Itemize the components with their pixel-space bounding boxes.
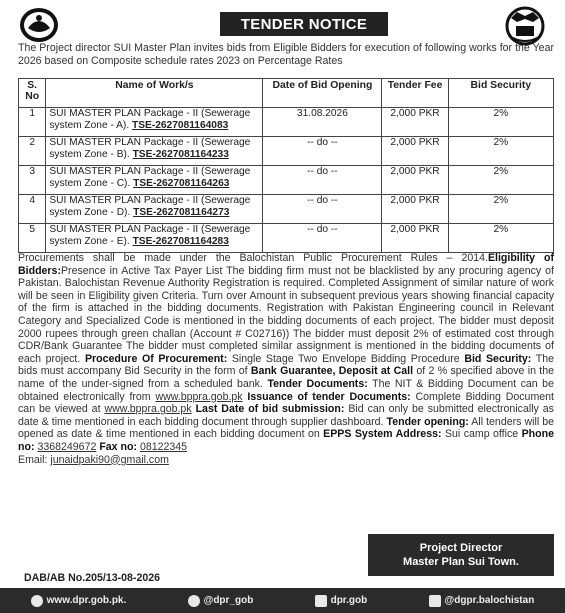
- bppra-link-2[interactable]: www.bppra.gob.pk: [104, 403, 192, 416]
- row-fee: 2,000 PKR: [382, 166, 448, 195]
- footer-facebook[interactable]: [315, 595, 368, 607]
- row-fee: 2,000 PKR: [382, 137, 448, 166]
- work-name-text: SUI MASTER PLAN Package - II (Sewerage system Zone - E).: [49, 224, 251, 247]
- row-date: -- do --: [263, 166, 382, 195]
- row-date: -- do --: [263, 195, 382, 224]
- row-sno: 1: [19, 108, 46, 137]
- table-header-row: [19, 79, 554, 108]
- row-sno: 4: [19, 195, 46, 224]
- tse-number: TSE-2627081164263: [133, 178, 230, 189]
- last-date-text: Bid can only be submitted electronically as date & time mentioned in each bidding document through supplier dashboard.: [18, 403, 554, 428]
- bid-security-text: The bids must accompany Bid Security in the form of: [18, 352, 555, 378]
- row-work-name: [46, 166, 263, 195]
- eligibility-text: Presence in Active Tax Payer List The bidding firm must not be blacklisted by any procuring agency of Pakistan. Balochistan Revenue Authority Registration is required. Completed Assignment of similar nature of work will be seen in Eligibility given Criteria. Turn over Amount in subsequent previous years showing financial capacity of the firm is attached in the bidding documents. Registration with Pakistan Engineering council in Relevant Category and Specialized Code is mentioned in the bidding documents of each project. The bidder must deposit 2000 rupees through green challan (Account # C02716)) The bidder must deposit 2% of estimated cost through CDR/Bank Guarantee The bidder must completed similar assignment is mentioned in the bidding documents of each project.: [18, 264, 554, 365]
- signatory-office: Master Plan Sui Town.: [403, 556, 519, 568]
- row-security: 2%: [448, 137, 553, 166]
- tender-documents-heading: Tender Documents:: [267, 377, 368, 390]
- address-text: Sui camp office: [444, 428, 519, 441]
- row-security: 2%: [448, 195, 553, 224]
- balochistan-seal-logo: [503, 6, 547, 46]
- email-label: Email:: [18, 453, 48, 466]
- tse-number: TSE-2627081164283: [132, 236, 229, 247]
- row-sno: 2: [19, 137, 46, 166]
- row-date: 31.08.2026: [263, 108, 382, 137]
- last-date-heading: Last Date of bid submission:: [195, 403, 345, 416]
- work-name-text: SUI MASTER PLAN Package - II (Sewerage system Zone - C).: [49, 166, 251, 189]
- row-work-name: [46, 195, 263, 224]
- footer-web[interactable]: [31, 595, 127, 607]
- phone-label: Phone no:: [18, 428, 554, 453]
- bank-guarantee-text: Bank Guarantee, Deposit at Call: [250, 365, 414, 378]
- instagram-icon: [429, 595, 441, 607]
- work-name-text: SUI MASTER PLAN Package - II (Sewerage system Zone - B).: [49, 137, 251, 160]
- row-security: 2%: [448, 224, 553, 253]
- header-name: Name of Work/s: [46, 79, 263, 108]
- footer-instagram-text: @dgpr.balochistan: [444, 595, 535, 606]
- procedure-text: Single Stage Two Envelope Bidding Procedure: [231, 352, 460, 365]
- bid-security-text-2: of 2 % specified above in the name of the under-signed from a scheduled bank.: [18, 365, 555, 390]
- issuance-text: Complete Bidding Document can be viewed at: [18, 390, 554, 416]
- bid-security-heading: Bid Security:: [464, 352, 532, 365]
- signatory-title: Project Director: [419, 542, 503, 554]
- table-row: [19, 137, 554, 166]
- government-emblem-logo: [18, 6, 60, 44]
- work-name-text: SUI MASTER PLAN Package - II (Sewerage system Zone - A).: [49, 108, 251, 131]
- procedure-heading: Procedure Of Procurement:: [84, 352, 228, 365]
- row-work-name: [46, 224, 263, 253]
- tender-conditions-text: [18, 252, 554, 466]
- row-security: 2%: [448, 166, 553, 195]
- intro-paragraph: The Project director SUI Master Plan invites bids from Eligible Bidders for execution of following works for the Year 2026 based on Composite schedule rates 2023 on Percentage Rates: [18, 42, 554, 67]
- table-row: [19, 166, 554, 195]
- email-link[interactable]: junaidpaki90@gmail.com: [50, 453, 169, 466]
- footer-twitter[interactable]: [188, 595, 254, 607]
- header-sno: S. No: [19, 79, 46, 108]
- tender-opening-heading: Tender opening:: [386, 415, 469, 428]
- row-sno: 3: [19, 166, 46, 195]
- signature-block: [368, 534, 554, 576]
- tse-number: TSE-2627081164233: [132, 149, 229, 160]
- row-date: -- do --: [263, 137, 382, 166]
- row-fee: 2,000 PKR: [382, 108, 448, 137]
- work-name-text: SUI MASTER PLAN Package - II (Sewerage system Zone - D).: [49, 195, 251, 218]
- issuance-heading: Issuance of tender Documents:: [247, 390, 411, 403]
- header-fee: Tender Fee: [382, 79, 448, 108]
- row-sno: 5: [19, 224, 46, 253]
- procurement-rules-text: Procurements shall be made under the Balochistan Public Procurement Rules – 2014.: [18, 252, 488, 264]
- footer-web-text: www.dpr.gob.pk.: [46, 595, 127, 606]
- tse-number: TSE-2627081164273: [133, 207, 230, 218]
- footer-twitter-text: @dpr_gob: [203, 595, 254, 606]
- tender-documents-text: The NIT & Bidding Document can be obtained electronically from: [18, 377, 554, 403]
- footer-facebook-text: dpr.gob: [330, 595, 368, 606]
- phone-number: 3368249672: [37, 440, 97, 453]
- epps-address-heading: EPPS System Address:: [323, 428, 442, 441]
- facebook-icon: [315, 595, 327, 607]
- fax-number: 08122345: [139, 440, 188, 453]
- header-date: Date of Bid Opening: [263, 79, 382, 108]
- row-fee: 2,000 PKR: [382, 224, 448, 253]
- bppra-link[interactable]: www.bppra.gob.pk: [155, 390, 243, 403]
- footer-instagram[interactable]: [429, 595, 535, 607]
- row-work-name: [46, 137, 263, 166]
- twitter-icon: [188, 595, 200, 607]
- row-fee: 2,000 PKR: [382, 195, 448, 224]
- footer-bar: [0, 588, 565, 613]
- works-table: [18, 78, 554, 253]
- table-row: [19, 195, 554, 224]
- row-security: 2%: [448, 108, 553, 137]
- tse-number: TSE-2627081164083: [132, 120, 229, 131]
- globe-icon: [31, 595, 43, 607]
- reference-number: DAB/AB No.205/13-08-2026: [24, 572, 161, 584]
- table-row: [19, 108, 554, 137]
- table-row: [19, 224, 554, 253]
- notice-title: TENDER NOTICE: [220, 12, 388, 36]
- eligibility-heading: Eligibility of Bidders:: [18, 252, 554, 277]
- row-date: -- do --: [263, 224, 382, 253]
- fax-label: Fax no:: [99, 440, 137, 453]
- tender-opening-text: All tenders will be opened as date & time mentioned in each bidding document on: [18, 415, 554, 441]
- header-security: Bid Security: [448, 79, 553, 108]
- row-work-name: [46, 108, 263, 137]
